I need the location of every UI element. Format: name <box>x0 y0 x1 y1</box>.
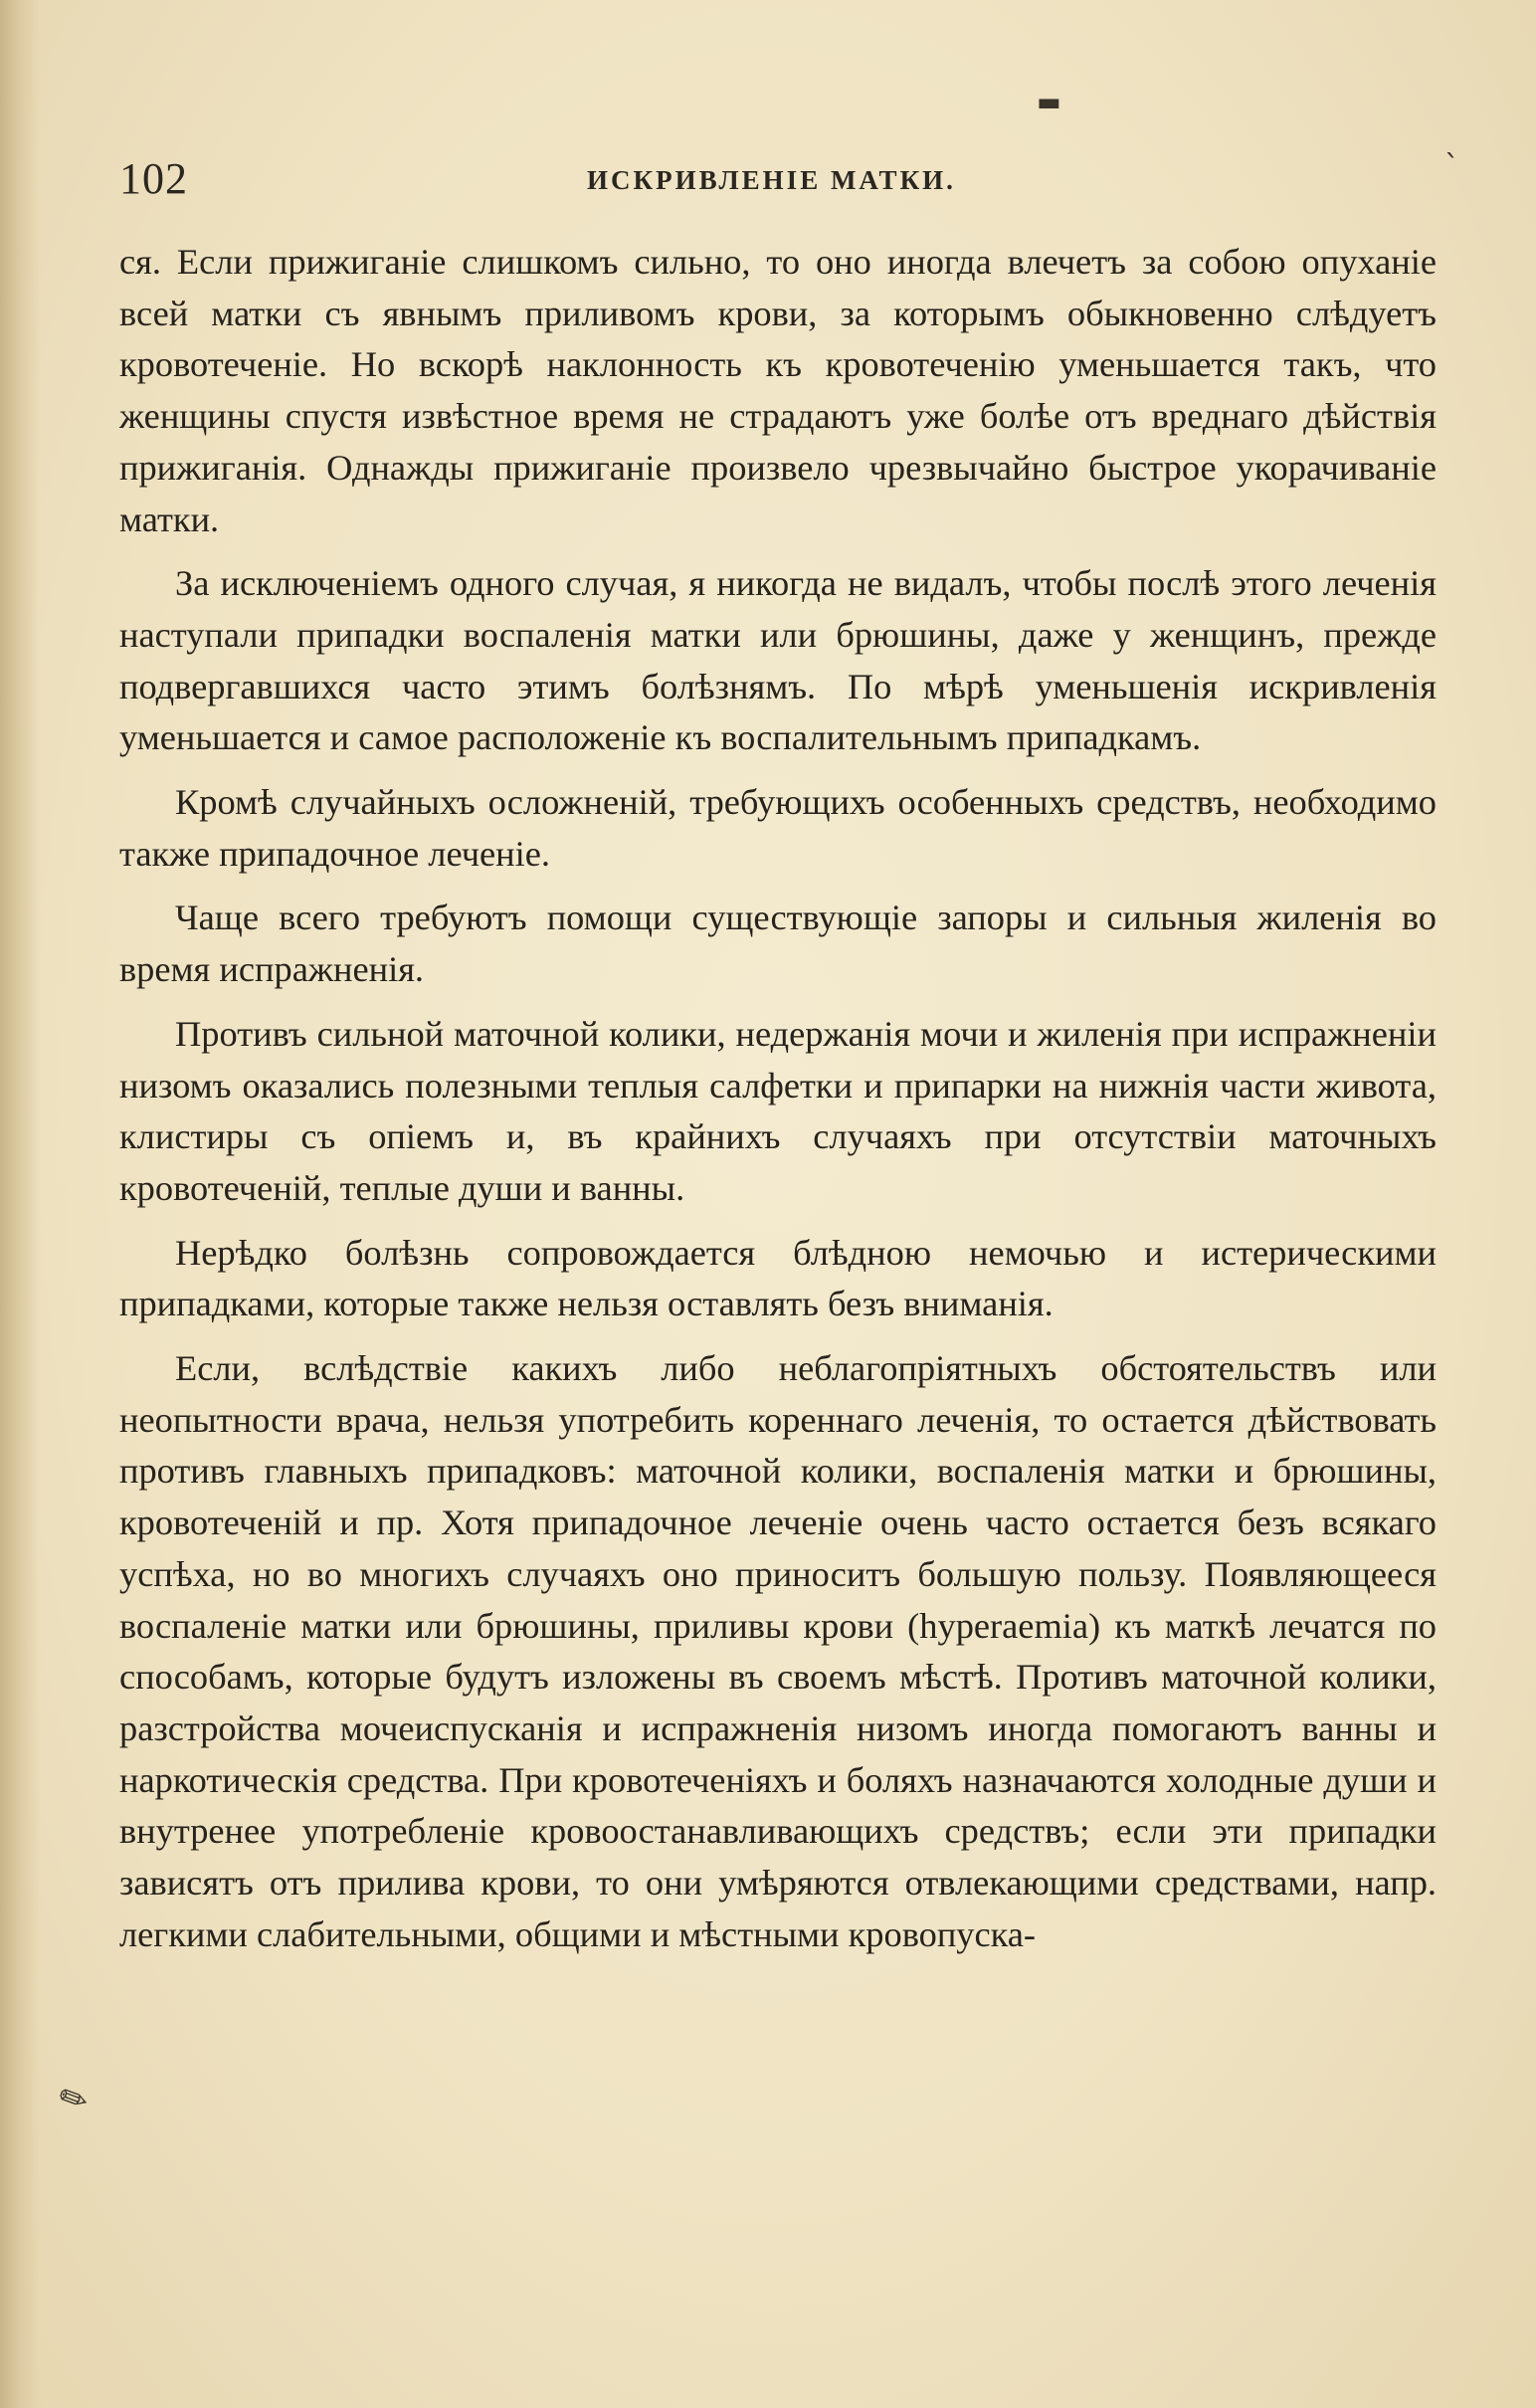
paragraph: Чаще всего требуютъ помощи существующіе запоры и сильныя жиленія во время испражненія. <box>119 898 1437 990</box>
paragraph: Противъ сильной маточной колики, недержанія мочи и жиленія при испражненіи низомъ оказались полезными теплыя салфетки и припарки на нижнія части живота, клистиры съ опіемъ и, въ крайнихъ случаяхъ при отсутствіи маточныхъ кровотеченій, теплые души и ванны. <box>119 1013 1437 1208</box>
ink-speck-mark: ▬ <box>1037 88 1061 117</box>
body-text <box>119 237 1437 1974</box>
paragraph: Кромѣ случайныхъ осложненій, требующихъ особенныхъ средствъ, необходимо также припадочное леченіе. <box>119 782 1437 874</box>
paragraph-continuation: ся. Если прижиганіе слишкомъ сильно, то оно иногда влечетъ за собою опуханіе всей матки съ явнымъ приливомъ крови, за которымъ обыкновенно слѣдуетъ кровотеченіе. Но вскорѣ наклонность къ кровотеченію уменьшается такъ, что женщины спустя извѣстное время не страдаютъ уже болѣе отъ вреднаго дѣйствія прижиганія. Однажды прижиганіе произвело чрезвычайно быстрое укорачиваніе матки. <box>119 242 1437 539</box>
page-number: 102 <box>119 154 188 203</box>
page-header <box>119 149 1442 209</box>
ink-margin-mark: ✎ <box>52 2075 96 2124</box>
page-gutter-shadow <box>0 0 40 2408</box>
ink-speck-mark: ˋ <box>1444 149 1459 184</box>
paragraph: Если, вслѣдствіе какихъ либо неблагопріятныхъ обстоятельствъ или неопытности врача, нельзя употребить кореннаго леченія, то остается дѣйствовать противъ главныхъ припадковъ: маточной колики, воспаленія матки и брюшины, кровотеченій и пр. Хотя припадочное леченіе очень часто остается безъ всякаго успѣха, но во многихъ случаяхъ оно приноситъ большую пользу. Появляющееся воспаленіе матки или брюшины, приливы крови (hyperaemia) къ маткѣ лечатся по способамъ, которые будутъ изложены въ своемъ мѣстѣ. Противъ маточной колики, разстройства мочеиспусканія и испражненія низомъ иногда помогаютъ ванны и наркотическія средства. При кровотеченіяхъ и боляхъ назначаются холодные души и внутренее употребленіе кровоостанавливающихъ средствъ; если эти припадки зависятъ отъ прилива крови, то они умѣряются отвлекающими средствами, напр. легкими слабительными, общими и мѣстными кровопуска- <box>119 1348 1437 1954</box>
paragraph: За исключеніемъ одного случая, я никогда не видалъ, чтобы послѣ этого леченія наступали припадки воспаленія матки или брюшины, даже у женщинъ, прежде подвергавшихся часто этимъ болѣзнямъ. По мѣрѣ уменьшенія искривленія уменьшается и самое расположеніе къ воспалительнымъ припадкамъ. <box>119 563 1437 758</box>
paragraph: Нерѣдко болѣзнь сопровождается блѣдною немочью и истерическими припадками, которые также нельзя оставлять безъ вниманія. <box>119 1232 1437 1324</box>
running-head: ИСКРИВЛЕНІЕ МАТКИ. <box>587 165 956 195</box>
